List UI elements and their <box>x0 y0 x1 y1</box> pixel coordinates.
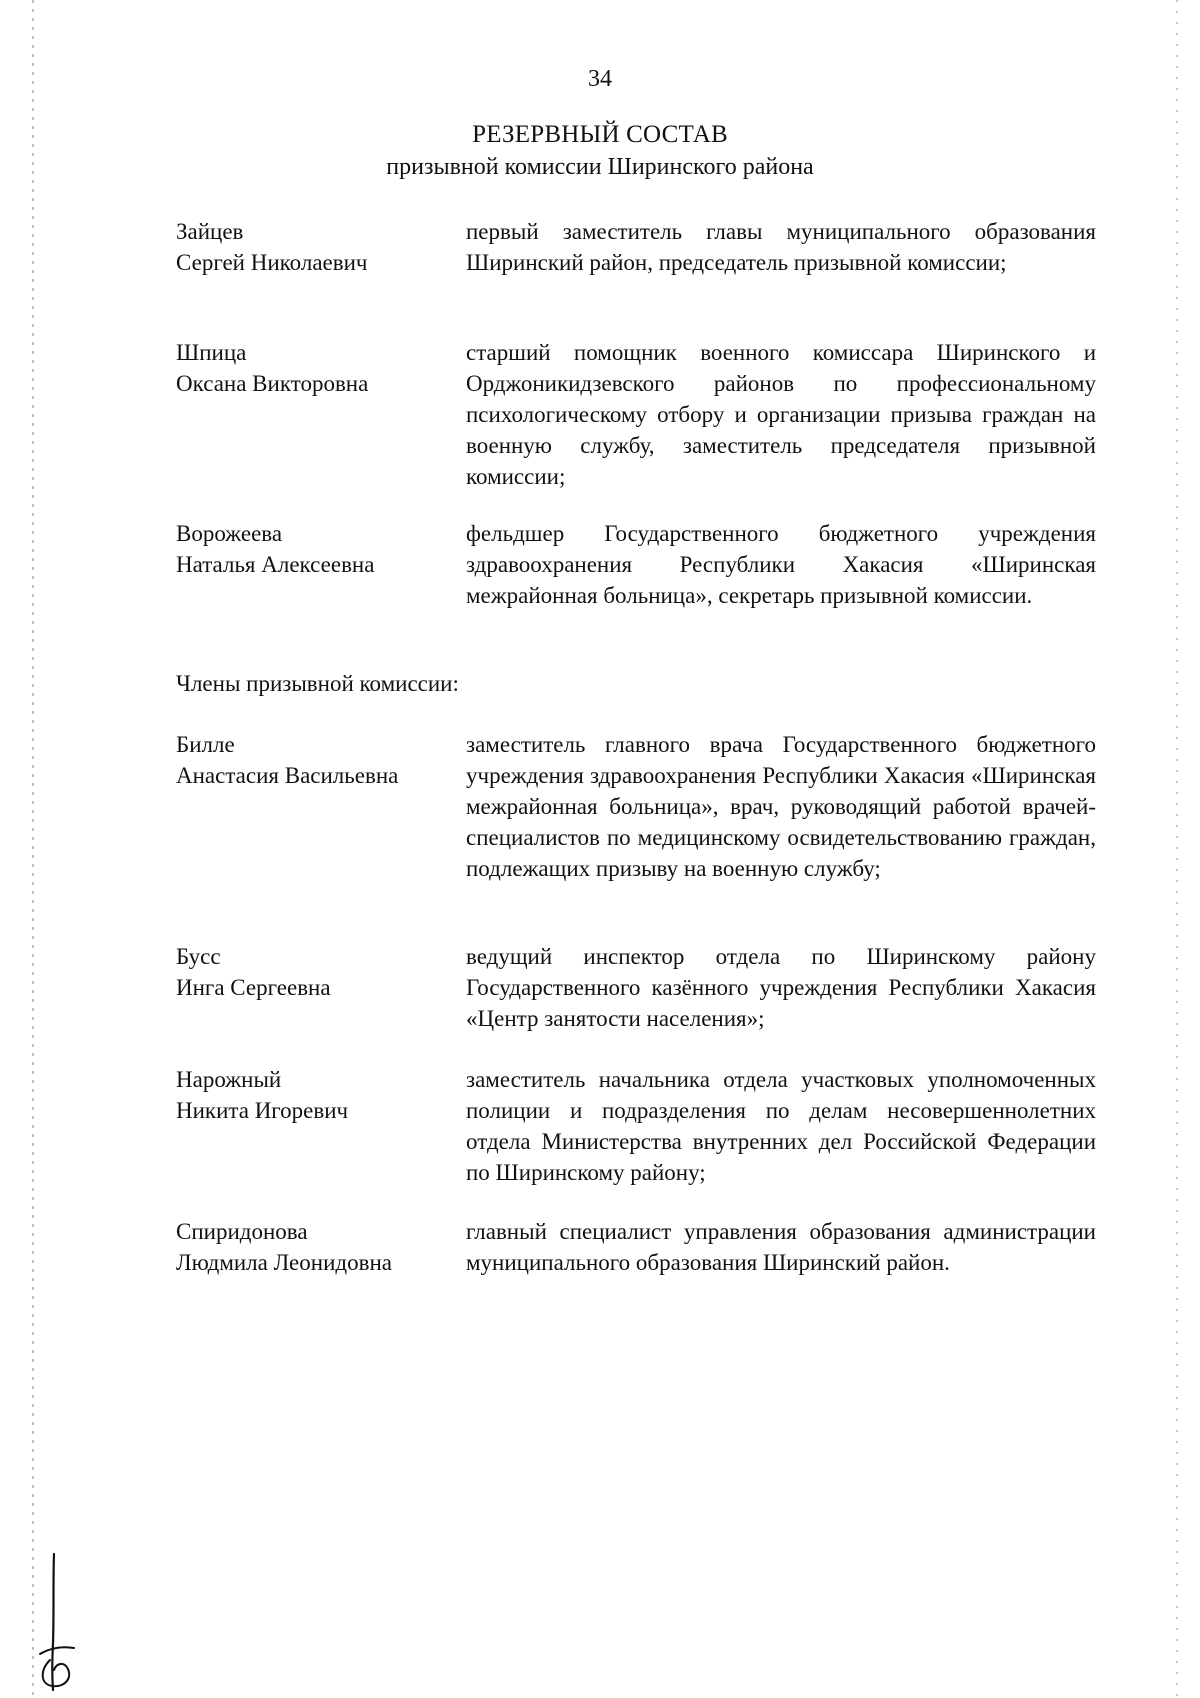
person-surname: Шпица <box>176 340 247 365</box>
person-name <box>176 337 446 399</box>
person-given-name: Анастасия Васильевна <box>176 763 399 788</box>
scan-edge-left <box>32 0 34 1698</box>
page-number: 34 <box>588 66 612 92</box>
person-name <box>176 941 446 1003</box>
person-given-name: Сергей Николаевич <box>176 250 368 275</box>
person-position: заместитель начальника отдела участковых уполномоченных полиции и подразделения по делам несовершеннолетних отдела Министерства внутренних дел Российской Федерации по Ширинскому району; <box>466 1067 1096 1185</box>
person-position: главный специалист управления образования администрации муниципального образования Ширинский район. <box>466 1219 1096 1275</box>
handwritten-initial-mark <box>36 1552 96 1692</box>
person-given-name: Наталья Алексеевна <box>176 552 375 577</box>
person-given-name: Оксана Викторовна <box>176 371 369 396</box>
person-name <box>176 1064 446 1126</box>
person-surname: Спиридонова <box>176 1219 308 1244</box>
person-name <box>176 1216 446 1278</box>
document-title: РЕЗЕРВНЫЙ СОСТАВ <box>472 121 728 148</box>
person-surname: Нарожный <box>176 1067 282 1092</box>
person-name <box>176 729 446 791</box>
person-position: старший помощник военного комиссара Ширинского и Орджоникидзевского районов по профессиональному психологическому отбору и организации призыва граждан на военную службу, заместитель председателя призывной комиссии; <box>466 340 1096 489</box>
person-surname: Зайцев <box>176 219 244 244</box>
person-given-name: Никита Игоревич <box>176 1098 349 1123</box>
person-surname: Бусс <box>176 944 221 969</box>
person-position: первый заместитель главы муниципального образования Ширинский район, председатель призывной комиссии; <box>466 219 1096 275</box>
person-given-name: Людмила Леонидовна <box>176 1250 392 1275</box>
person-given-name: Инга Сергеевна <box>176 975 331 1000</box>
members-heading: Члены призывной комиссии: <box>176 671 459 696</box>
person-position: заместитель главного врача Государственного бюджетного учреждения здравоохранения Республики Хакасия «Ширинская межрайонная больница», врач, руководящий работой врачей-специалистов по медицинскому освидетельствованию граждан, подлежащих призыву на военную службу; <box>466 732 1096 881</box>
person-position: ведущий инспектор отдела по Ширинскому району Государственного казённого учреждения Республики Хакасия «Центр занятости населения»; <box>466 944 1096 1031</box>
person-surname: Ворожеева <box>176 521 283 546</box>
person-name <box>176 216 446 278</box>
person-name <box>176 518 446 580</box>
person-surname: Билле <box>176 732 235 757</box>
scan-edge-right <box>1176 0 1178 1698</box>
document-subtitle: призывной комиссии Ширинского района <box>386 154 814 180</box>
person-position: фельдшер Государственного бюджетного учреждения здравоохранения Республики Хакасия «Ширинская межрайонная больница», секретарь призывной комиссии. <box>466 521 1096 608</box>
